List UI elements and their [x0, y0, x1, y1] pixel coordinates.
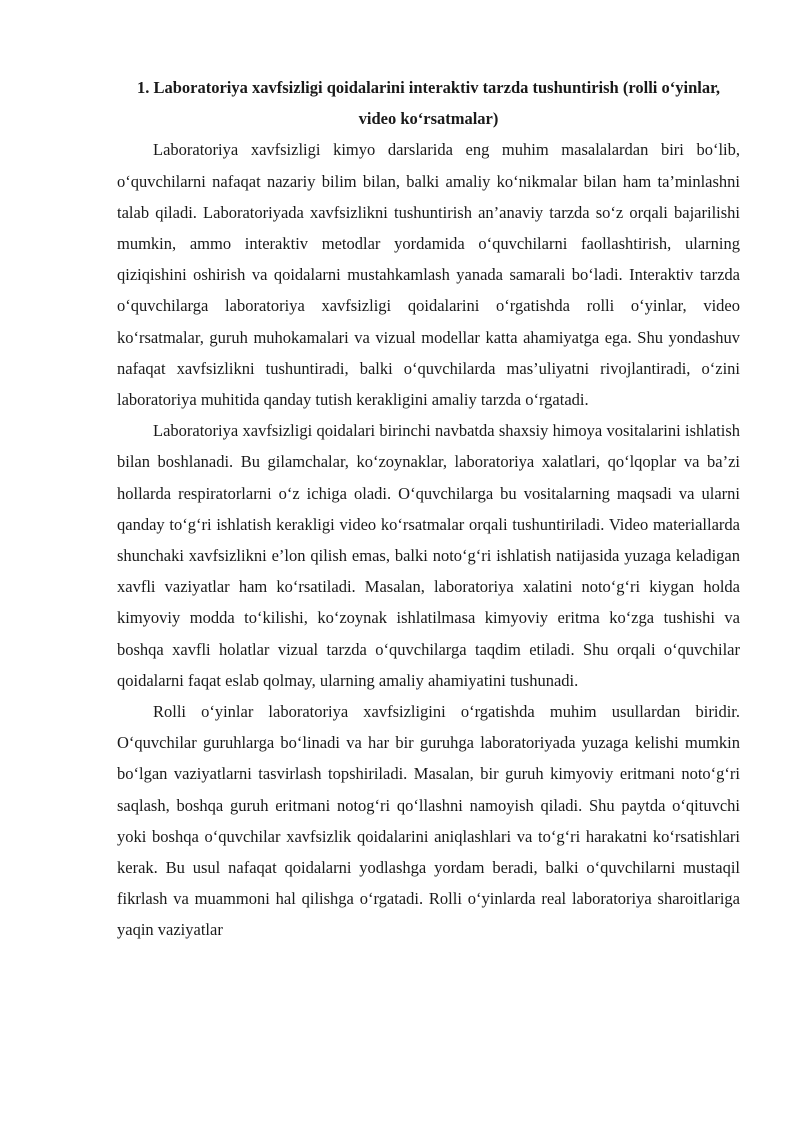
paragraph-role-play: Rolli o‘yinlar laboratoriya xavfsizligini o‘rgatishda muhim usullardan biridir. O‘quvchilar guruhlarga bo‘linadi va har bir guruhga laboratoriyada yuzaga kelishi mumkin bo‘lgan vaziyatlarni tasvirlash topshiriladi. Masalan, bir guruh kimyoviy eritmani noto‘g‘ri saqlash, boshqa guruh eritmani notog‘ri qo‘llashni namoyish qiladi. Shu paytda o‘qituvchi yoki boshqa o‘quvchilar xavfsizlik qoidalarini aniqlashlari va to‘g‘ri harakatni ko‘rsatishlari kerak. Bu usul nafaqat qoidalarni yodlashga yordam beradi, balki o‘quvchilarni mustaqil fikrlash va muammoni hal qilishga o‘rgatadi. Rolli o‘yinlarda real laboratoriya sharoitlariga yaqin vaziyatlar: [117, 702, 740, 940]
paragraph-protective-equipment: Laboratoriya xavfsizligi qoidalari birinchi navbatda shaxsiy himoya vositalarini ishlatish bilan boshlanadi. Bu gilamchalar, ko‘zoynaklar, laboratoriya xalatlari, qo‘lqoplar va ba’zi hollarda respiratorlarni o‘z ichiga oladi. O‘quvchilarga bu vositalarning maqsadi va ularni qanday to‘g‘ri ishlatish kerakligi video ko‘rsatmalar orqali tushuntiriladi. Video materiallarda shunchaki xavfsizlikni e’lon qilish emas, balki noto‘g‘ri ishlatish natijasida yuzaga keladigan xavfli vaziyatlar ham ko‘rsatiladi. Masalan, laboratoriya xalatini noto‘g‘ri kiygan holda kimyoviy modda to‘kilishi, ko‘zoynak ishlatilmasa kimyoviy eritma ko‘zga tushishi va boshqa xavfli holatlar vizual tarzda o‘quvchilarga taqdim etiladi. Shu orqali o‘quvchilar qoidalarni faqat eslab qolmay, ularning amaliy ahamiyatini tushunadi.: [117, 421, 740, 690]
paragraph-intro: Laboratoriya xavfsizligi kimyo darslarida eng muhim masalalardan biri bo‘lib, o‘quvchilarni nafaqat nazariy bilim bilan, balki amaliy ko‘nikmalar bilan ham ta’minlashni talab qiladi. Laboratoriyada xavfsizlikni tushuntirish an’anaviy tarzda so‘z orqali bajarilishi mumkin, ammo interaktiv metodlar yordamida o‘quvchilarni faollashtirish, ularning qiziqishini oshirish va qoidalarni mustahkamlash yanada samarali bo‘ladi. Interaktiv tarzda o‘quvchilarga laboratoriya xavfsizligi qoidalarini o‘rgatishda rolli o‘yinlar, video ko‘rsatmalar, guruh muhokamalari va vizual modellar katta ahamiyatga ega. Shu yondashuv nafaqat xavfsizlikni tushuntiradi, balki o‘quvchilarda mas’uliyatni rivojlantiradi, o‘zini laboratoriya muhitida qanday tutish kerakligini amaliy tarzda o‘rgatadi.: [117, 140, 740, 410]
section-heading: 1. Laboratoriya xavfsizligi qoidalarini interaktiv tarzda tushuntirish (rolli o‘yinlar, video ko‘rsatmalar): [136, 78, 721, 129]
document-page: [117, 72, 740, 946]
